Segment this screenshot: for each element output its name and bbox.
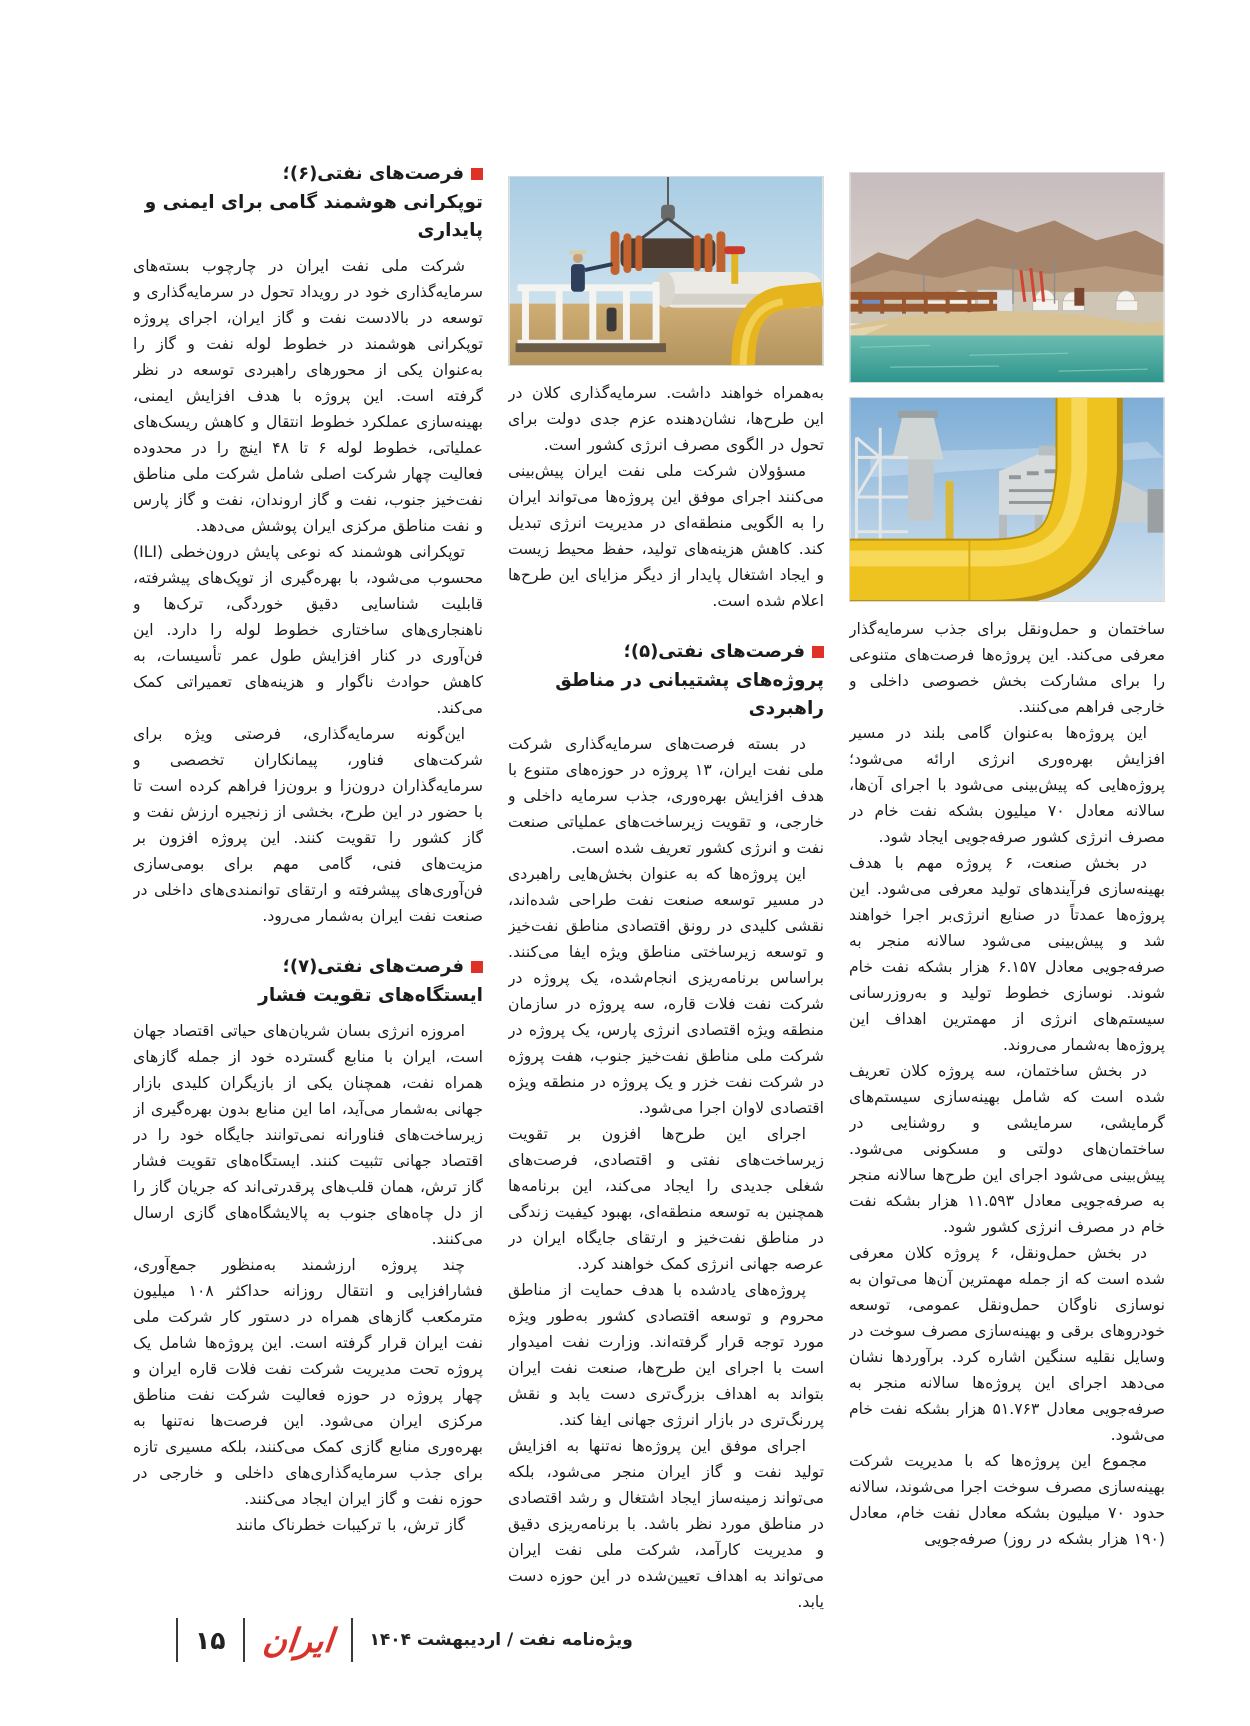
article-paragraph: در بخش ساختمان، سه پروژه کلان تعریف شده است که شامل بهینه‌سازی سیستم‌های گرمایشی، سرمایشی و روشنایی در ساختمان‌های دولتی و مسکونی می‌شود. پیش‌بینی می‌شود اجرای این طرح‌ها سالانه منجر به صرفه‌جویی معادل ۱۱.۵۹۳ هزار بشکه نفت خام در مصرف انرژی کشور شود.	[849, 1062, 1165, 1236]
coastal-facility-photo-illustration	[849, 172, 1165, 383]
section-7-title: ایستگاه‌های تقویت فشار	[258, 985, 483, 1006]
article-paragraph: شرکت ملی نفت ایران در چارچوب بسته‌های سرمایه‌گذاری خود در رویداد تحول در سرمایه‌گذاری و توسعه در بالادست نفت و گاز ایران، اجرای پروژه توپکرانی هوشمند در خطوط لوله نفت و گاز را به‌عنوان یکی از محورهای راهبردی توسعه در نظر گرفته است. این پروژه با هدف افزایش ایمنی، بهینه‌سازی عملکرد خطوط انتقال و کاهش ریسک‌های عملیاتی، خطوط لوله ۶ تا ۴۸ اینچ را در محدوده فعالیت چهار شرکت اصلی شامل شرکت ملی مناطق نفت‌خیز جنوب، نفت و گاز اروندان، نفت و گاز پارس و نفت مناطق مرکزی ایران پوشش می‌دهد.	[133, 257, 483, 535]
article-paragraph: پروژه‌های یادشده با هدف حمایت از مناطق محروم و توسعه اقتصادی کشور به‌طور ویژه مورد توجه قرار گرفته‌اند. وزارت نفت امیدوار است با اجرای این طرح‌ها، صنعت نفت ایران بتواند به اهداف بزرگ‌تری دست یابد و نقش پررنگ‌تری در بازار انرژی جهانی ایفا کند.	[508, 1281, 824, 1429]
section-5-heading	[508, 640, 824, 723]
red-square-bullet-icon	[471, 961, 483, 973]
article-paragraph: مجموع این پروژه‌ها که با مدیریت شرکت بهینه‌سازی مصرف سوخت اجرا می‌شوند، سالانه حدود ۷۰ میلیون بشکه معادل نفت خام، معادل (۱۹۰ هزار بشکه در روز) صرفه‌جویی	[849, 1452, 1165, 1548]
article-paragraph: چند پروژه ارزشمند به‌منظور جمع‌آوری، فشارافزایی و انتقال روزانه حداکثر ۱۰۸ میلیون مترمکعب گازهای همراه در دستور کار شرکت ملی نفت ایران قرار گرفته است. این پروژه‌ها شامل یک پروژه تحت مدیریت شرکت نفت فلات قاره ایران و چهار پروژه در حوزه فعالیت شرکت نفت مناطق مرکزی ایران می‌شود. این فرصت‌ها نه‌تنها به بهره‌وری منابع گازی کمک می‌کنند، بلکه مسیری تازه برای جذب سرمایه‌گذاری‌های داخلی و خارجی در حوزه نفت و گاز ایران ایجاد می‌کنند.	[133, 1256, 483, 1508]
page-footer	[176, 1616, 637, 1664]
red-square-bullet-icon	[471, 168, 483, 180]
section-6-kicker	[133, 162, 483, 186]
column-right-continuation	[849, 156, 1165, 1612]
article-paragraph: امروزه انرژی بسان شریان‌های حیاتی اقتصاد جهان است، ایران با منابع گسترده خود از جمله گازهای همراه نفت، همچنان یکی از بازیگران کلیدی بازار جهانی به‌شمار می‌آید، اما این منابع بدون بهره‌گیری از زیرساخت‌های فناورانه نمی‌توانند جایگاه خود را در اقتصاد جهانی تثبیت کنند. ایستگاه‌های تقویت فشار گاز ترش، همان قلب‌های پرقدرتی‌اند که جریان گاز را از دل چاه‌های جنوب به پالایشگاه‌های گازی ارسال می‌کنند.	[133, 1022, 483, 1248]
page-number: ۱۵	[195, 1625, 226, 1655]
footer-divider	[351, 1618, 353, 1662]
column-middle-section5	[508, 156, 824, 1612]
column-left-sections-6-7	[133, 156, 483, 1612]
article-paragraph: مسؤولان شرکت ملی نفت ایران پیش‌بینی می‌کنند اجرای موفق این پروژه‌ها می‌تواند ایران را به الگویی منطقه‌ای در مدیریت انرژی تبدیل کند. کاهش هزینه‌های تولید، حفظ محیط زیست و ایجاد اشتغال پایدار از دیگر مزایای این طرح‌ها اعلام شده است.	[508, 462, 824, 610]
photo-yellow-pipeline-plant	[849, 397, 1165, 602]
article-paragraph: ساختمان و حمل‌ونقل برای جذب سرمایه‌گذار معرفی می‌کند. این پروژه‌ها فرصت‌های متنوعی را برای مشارکت بخش خصوصی داخلی و خارجی فراهم می‌کنند.	[849, 620, 1165, 716]
article-paragraph: در بسته فرصت‌های سرمایه‌گذاری شرکت ملی نفت ایران، ۱۳ پروژه در حوزه‌های متنوع با هدف افزایش بهره‌وری، جذب سرمایه داخلی و خارجی، و تقویت زیرساخت‌های عملیاتی صنعت نفت و انرژی کشور تعریف شده است.	[508, 735, 824, 857]
section-kicker-label: فرصت‌های نفتی(۷)؛	[282, 956, 464, 977]
section-5-kicker	[508, 640, 824, 664]
issue-label: ویژه‌نامه نفت / اردیبهشت ۱۴۰۴	[369, 1630, 633, 1650]
article-paragraph: این‌گونه سرمایه‌گذاری، فرصتی ویژه برای شرکت‌های فناور، پیمانکاران تخصصی و سرمایه‌گذاران درون‌زا و برون‌زا فراهم کرده است تا با حضور در این طرح، بخشی از زنجیره ارزش نفت و گاز کشور را تقویت کنند. این پروژه افزون بر مزیت‌های فنی، گامی مهم برای بومی‌سازی فن‌آوری‌های پیشرفته و ارتقای توانمندی‌های داخلی در صنعت نفت ایران به‌شمار می‌رود.	[133, 725, 483, 925]
footer-divider	[243, 1618, 245, 1662]
article-paragraph: در بخش صنعت، ۶ پروژه مهم با هدف بهینه‌سازی فرآیندهای تولید معرفی می‌شود. این پروژه‌ها عمدتاً در صنایع انرژی‌بر اجرا خواهند شد و پیش‌بینی می‌شود سالانه منجر به صرفه‌جویی معادل ۶.۱۵۷ هزار بشکه نفت خام شوند. نوسازی خطوط تولید و به‌روزرسانی سیستم‌های انرژی از مهمترین اهداف این پروژه‌ها به‌شمار می‌روند.	[849, 854, 1165, 1054]
section-5-title: پروژه‌های پشتیبانی در مناطق راهبردی	[555, 670, 824, 719]
article-paragraph: به‌همراه خواهند داشت. سرمایه‌گذاری کلان در این طرح‌ها، نشان‌دهنده عزم جدی دولت برای تحول در الگوی مصرف انرژی کشور است.	[508, 384, 824, 454]
section-6-title: توپکرانی هوشمند گامی برای ایمنی و پایداری	[144, 192, 483, 241]
article-paragraph: در بخش حمل‌ونقل، ۶ پروژه کلان معرفی شده است که از جمله مهمترین آن‌ها می‌توان به نوسازی ناوگان حمل‌ونقل عمومی، توسعه خودروهای برقی و بهینه‌سازی مصرف سوخت در وسایل نقلیه سنگین اشاره کرد. برآوردها نشان می‌دهد اجرای این پروژه‌ها سالانه منجر به صرفه‌جویی معادل ۵۱.۷۶۳ هزار بشکه نفت خام می‌شود.	[849, 1244, 1165, 1444]
section-kicker-label: فرصت‌های نفتی(۶)؛	[282, 163, 464, 184]
article-paragraph: گاز ترش، با ترکیبات خطرناک مانند	[235, 1516, 465, 1534]
iran-newspaper-logo: ایران	[260, 1620, 335, 1660]
section-7-heading	[133, 955, 483, 1010]
article-paragraph: توپکرانی هوشمند که نوعی پایش درون‌خطی (ILI) محسوب می‌شود، با بهره‌گیری از توپک‌های پیشرفته، قابلیت شناسایی دقیق خوردگی، ترک‌ها و ناهنجاری‌های ساختاری خطوط لوله را دارد. این فن‌آوری در کنار افزایش طول عمر تأسیسات، به کاهش حوادث ناگوار و هزینه‌های تعمیراتی کمک می‌کند.	[133, 543, 483, 717]
photo-pipeline-crane-lift	[508, 176, 824, 366]
pipeline-crane-photo-illustration	[508, 176, 824, 366]
article-paragraph: اجرای موفق این پروژه‌ها نه‌تنها به افزایش تولید نفت و گاز ایران منجر می‌شود، بلکه می‌تواند زمینه‌ساز ایجاد اشتغال و رشد اقتصادی در مناطق مورد نظر باشد. با برنامه‌ریزی دقیق و مدیریت کارآمد، شرکت ملی نفت ایران می‌تواند به اهداف تعیین‌شده در این حوزه دست یابد.	[508, 1437, 824, 1611]
article-paragraph: این پروژه‌ها که به عنوان بخش‌هایی راهبردی در مسیر توسعه صنعت نفت طراحی شده‌اند، نقشی کلیدی در رونق اقتصادی مناطق نفت‌خیز و توسعه زیرساختی مناطق ویژه ایفا می‌کنند. براساس برنامه‌ریزی انجام‌شده، یک پروژه در شرکت نفت فلات قاره، سه پروژه در سازمان منطقه ویژه اقتصادی انرژی پارس، یک پروژه در شرکت ملی مناطق نفت‌خیز جنوب، هفت پروژه در شرکت نفت خزر و یک پروژه در منطقه ویژه اقتصادی لاوان اجرا می‌شود.	[508, 865, 824, 1117]
article-paragraph: اجرای این طرح‌ها افزون بر تقویت زیرساخت‌های نفتی و اقتصادی، فرصت‌های شغلی جدیدی را ایجاد می‌کند، این برنامه‌ها همچنین به توسعه منطقه‌ای، بهبود کیفیت زندگی در مناطق نفت‌خیز و ارتقای جایگاه ایران در عرصه جهانی انرژی کمک خواهند کرد.	[508, 1125, 824, 1273]
yellow-pipe-photo-illustration	[849, 397, 1165, 602]
photo-coastal-oil-facility	[849, 172, 1165, 383]
article-paragraph: این پروژه‌ها به‌عنوان گامی بلند در مسیر افزایش بهره‌وری انرژی ارائه می‌شود؛ پروژه‌هایی که پیش‌بینی می‌شود با اجرای آن‌ها، سالانه معادل ۷۰ میلیون بشکه نفت خام در مصرف انرژی کشور صرفه‌جویی ایجاد شود.	[849, 724, 1165, 846]
footer-divider	[176, 1618, 178, 1662]
section-6-heading	[133, 162, 483, 245]
section-7-kicker	[133, 955, 483, 979]
red-square-bullet-icon	[812, 646, 824, 658]
page-content	[133, 156, 1165, 1612]
section-kicker-label: فرصت‌های نفتی(۵)؛	[623, 641, 805, 662]
